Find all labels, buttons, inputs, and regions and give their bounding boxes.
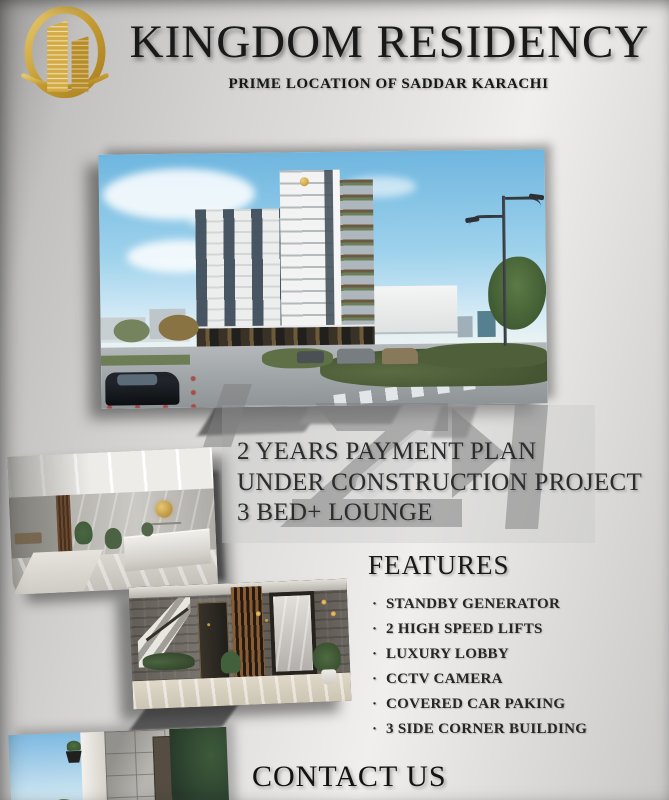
tower-balcony-face (340, 179, 375, 334)
tower-left-wing (195, 208, 281, 336)
bench (15, 533, 42, 545)
page-title: KINGDOM RESIDENCY (129, 16, 650, 68)
planter-greenery (142, 652, 195, 671)
main-tower (279, 170, 341, 336)
elevator-interior (273, 595, 313, 672)
pendant-light (330, 611, 335, 616)
feature-label: LUXURY LOBBY (386, 646, 509, 662)
highlights-block (237, 437, 642, 529)
distant-building (457, 317, 473, 338)
elevator-lobby-photo (129, 579, 352, 710)
feature-item (368, 721, 587, 738)
feature-item (368, 646, 587, 663)
bullet-dot: · (372, 621, 378, 637)
features-heading: FEATURES (368, 550, 510, 580)
feature-item (368, 696, 587, 713)
tree (158, 315, 198, 341)
feature-label: STANDBY GENERATOR (386, 596, 561, 612)
bullet-dot: · (372, 596, 378, 612)
annex-building (368, 286, 458, 335)
entrance-exterior-photo (8, 727, 229, 800)
feature-label: CCTV CAMERA (386, 671, 503, 687)
planter-greenery (66, 741, 80, 752)
plant (312, 642, 341, 672)
contact-heading: CONTACT US (252, 760, 447, 793)
features-list (368, 596, 587, 738)
feature-item (368, 671, 587, 688)
features-section (368, 550, 587, 746)
bullet-dot: · (372, 721, 378, 737)
highlight-line: UNDER CONSTRUCTION PROJECT (237, 468, 643, 496)
pendant-light (321, 599, 326, 604)
foliage (170, 727, 230, 800)
feature-label: 3 SIDE CORNER BUILDING (386, 721, 588, 737)
plant (74, 521, 93, 545)
plant (221, 651, 241, 674)
plant-pot (321, 669, 337, 684)
highlight-line: 3 BED+ LOUNGE (237, 499, 433, 526)
bullet-dot: · (372, 671, 378, 687)
bullet-dot: · (372, 646, 378, 662)
bullet-dot: · (372, 696, 378, 712)
feature-label: COVERED CAR PAKING (386, 696, 566, 712)
plant (105, 528, 122, 549)
feature-item (368, 621, 587, 638)
feature-item (368, 596, 587, 613)
gold-building-emblem-logo (18, 4, 112, 104)
feature-label: 2 HIGH SPEED LIFTS (386, 621, 543, 637)
page-subtitle: PRIME LOCATION OF SADDAR KARACHI (228, 76, 549, 92)
wall-sconce (265, 618, 268, 621)
highlight-line: 2 YEARS PAYMENT PLAN (237, 438, 537, 465)
